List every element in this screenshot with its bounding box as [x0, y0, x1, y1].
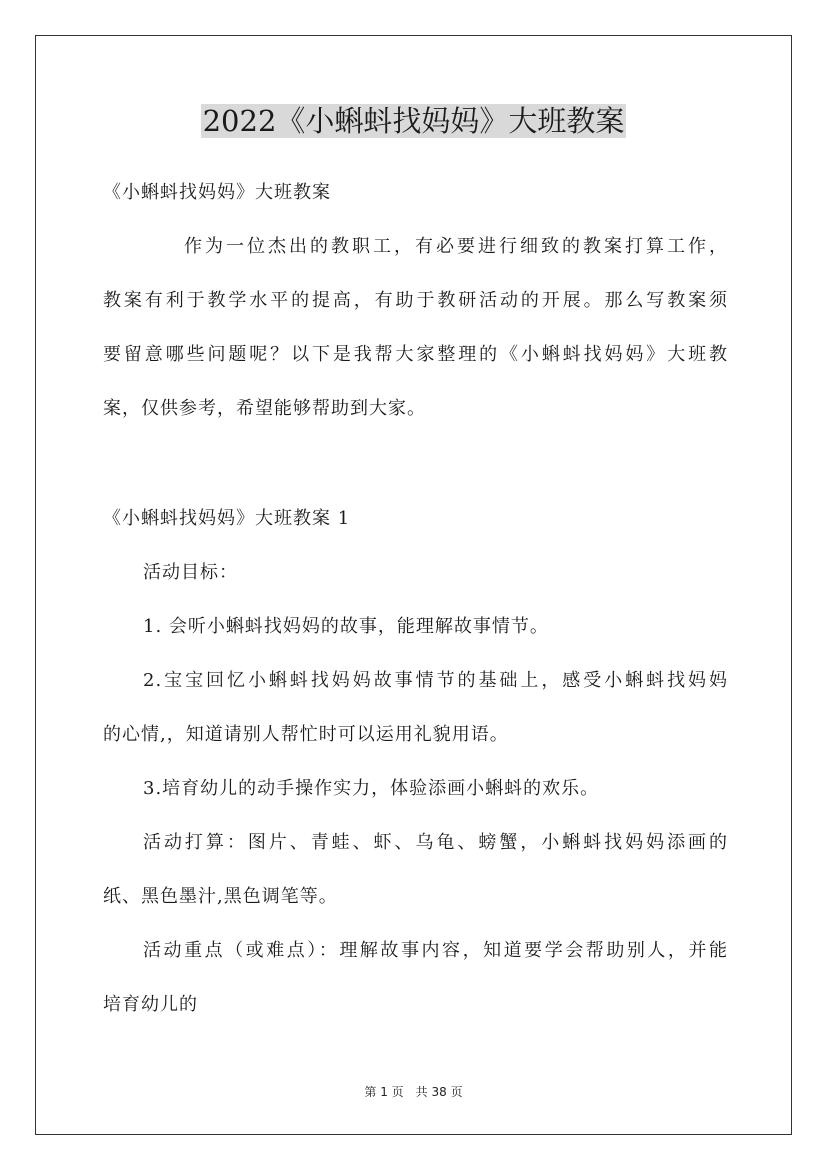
- page-footer: 第 1 页 共 38 页: [364, 1085, 463, 1099]
- paragraph-line: 作为一位杰出的教职工，有必要进行细致的教案打算工作，: [184, 236, 728, 257]
- subtitle-line: 《小蝌蚪找妈妈》大班教案: [103, 182, 331, 203]
- paragraph-line: 教案有利于教学水平的提高，有助于教研活动的开展。那么写教案须: [103, 290, 728, 311]
- document-title-text: 2022《小蝌蚪找妈妈》大班教案: [202, 104, 625, 138]
- paragraph-line: 3.培育幼儿的动手操作实力，体验添画小蝌蚪的欢乐。: [143, 778, 600, 799]
- paragraph-line: 1. 会听小蝌蚪找妈妈的故事，能理解故事情节。: [143, 616, 549, 637]
- paragraph-line: 培育幼儿的: [103, 994, 198, 1015]
- section-heading: 《小蝌蚪找妈妈》大班教案 1: [103, 508, 351, 529]
- paragraph-line: 活动目标：: [143, 562, 238, 583]
- paragraph-line: 的心情,，知道请别人帮忙时可以运用礼貌用语。: [103, 724, 509, 745]
- paragraph-line: 要留意哪些问题呢？以下是我帮大家整理的《小蝌蚪找妈妈》大班教: [103, 344, 728, 365]
- paragraph-line: 活动打算：图片、青蛙、虾、乌龟、螃蟹，小蝌蚪找妈妈添画的: [143, 832, 728, 853]
- paragraph-line: 活动重点（或难点）：理解故事内容，知道要学会帮助别人，并能: [143, 940, 728, 961]
- paragraph-line: 2.宝宝回忆小蝌蚪找妈妈故事情节的基础上，感受小蝌蚪找妈妈: [143, 670, 728, 691]
- paragraph-line: 纸、黑色墨汁,黑色调笔等。: [103, 886, 338, 907]
- paragraph-line: 案，仅供参考，希望能够帮助到大家。: [103, 398, 426, 419]
- document-title: [0, 98, 827, 144]
